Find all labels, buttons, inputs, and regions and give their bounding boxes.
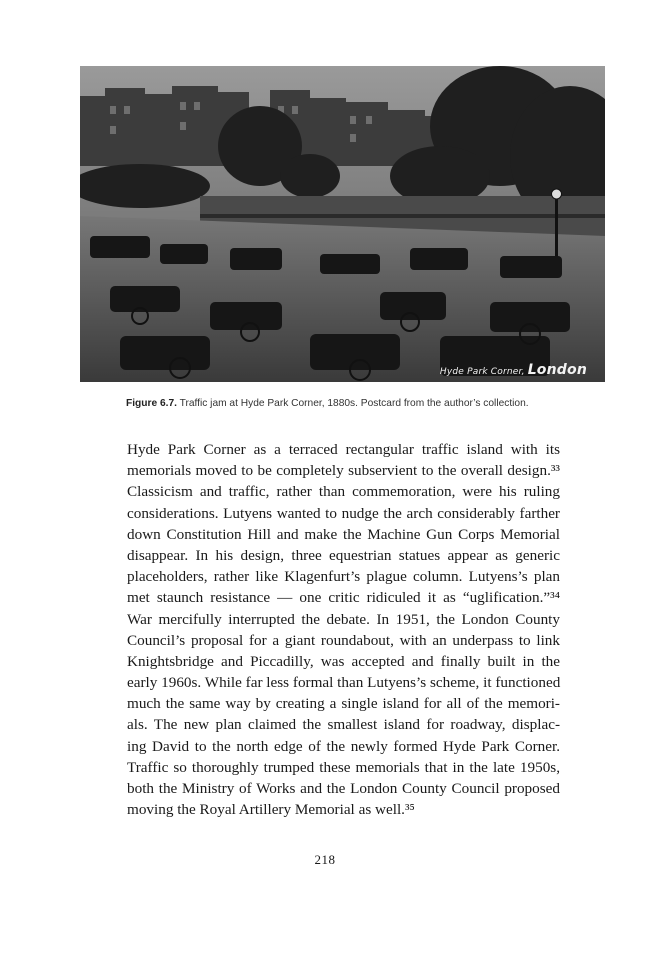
figure-caption-text: Traffic jam at Hyde Park Corner, 1880s. Postcard from the author’s collection. (179, 398, 529, 409)
body-line: disappear. In his design, three equestrian statues appear as generic (127, 546, 560, 564)
body-line: Knightsbridge and Piccadilly, was accepted and finally built in the (127, 652, 560, 670)
body-line: moving the Royal Artillery Memorial as well.³⁵ (127, 801, 415, 819)
body-line: als. The new plan claimed the smallest island for roadway, displac- (127, 716, 560, 734)
photo-inscription (440, 362, 587, 378)
figure-photo (80, 66, 605, 382)
body-line: Classicism and traffic, rather than commemoration, were his ruling (127, 483, 560, 501)
body-line: both the Ministry of Works and the London County Council proposed (127, 780, 560, 797)
body-line: Council’s proposal for a giant roundabout, with an underpass to link (127, 631, 560, 649)
body-line: Traffic so thoroughly trumped these memorials that in the late 1950s, (127, 758, 560, 776)
body-line: ing David to the north edge of the newly formed Hyde Park Corner. (127, 737, 560, 755)
figure-caption-label: Figure 6.7. (126, 398, 177, 409)
hyde-park-corner-photo (80, 66, 605, 382)
photo-inscription-place: Hyde Park Corner, (439, 367, 525, 377)
body-line: met staunch resistance — one critic ridiculed it as “uglification.”³⁴ (127, 589, 560, 607)
body-line: Hyde Park Corner as a terraced rectangular traffic island with its (127, 441, 560, 458)
body-line: early 1960s. While far less formal than Lutyens’s scheme, it functioned (127, 674, 561, 692)
body-line: much the same way by creating a single island for all of the memori- (127, 695, 560, 713)
body-line: placeholders, rather like Klagenfurt’s plague column. Lutyens’s plan (127, 568, 560, 586)
figure-caption (126, 398, 586, 409)
photo-inscription-city: London (527, 362, 587, 378)
body-line: down Constitution Hill and make the Machine Gun Corps Memorial (127, 525, 560, 543)
body-line: memorials moved to be completely subservient to the overall design.³³ (127, 462, 560, 480)
body-line: War mercifully interrupted the debate. In 1951, the London County (127, 610, 560, 628)
page-number: 218 (314, 852, 336, 867)
body-paragraph (127, 439, 560, 820)
body-line: considerations. Lutyens wanted to nudge the arch considerably farther (127, 504, 560, 522)
